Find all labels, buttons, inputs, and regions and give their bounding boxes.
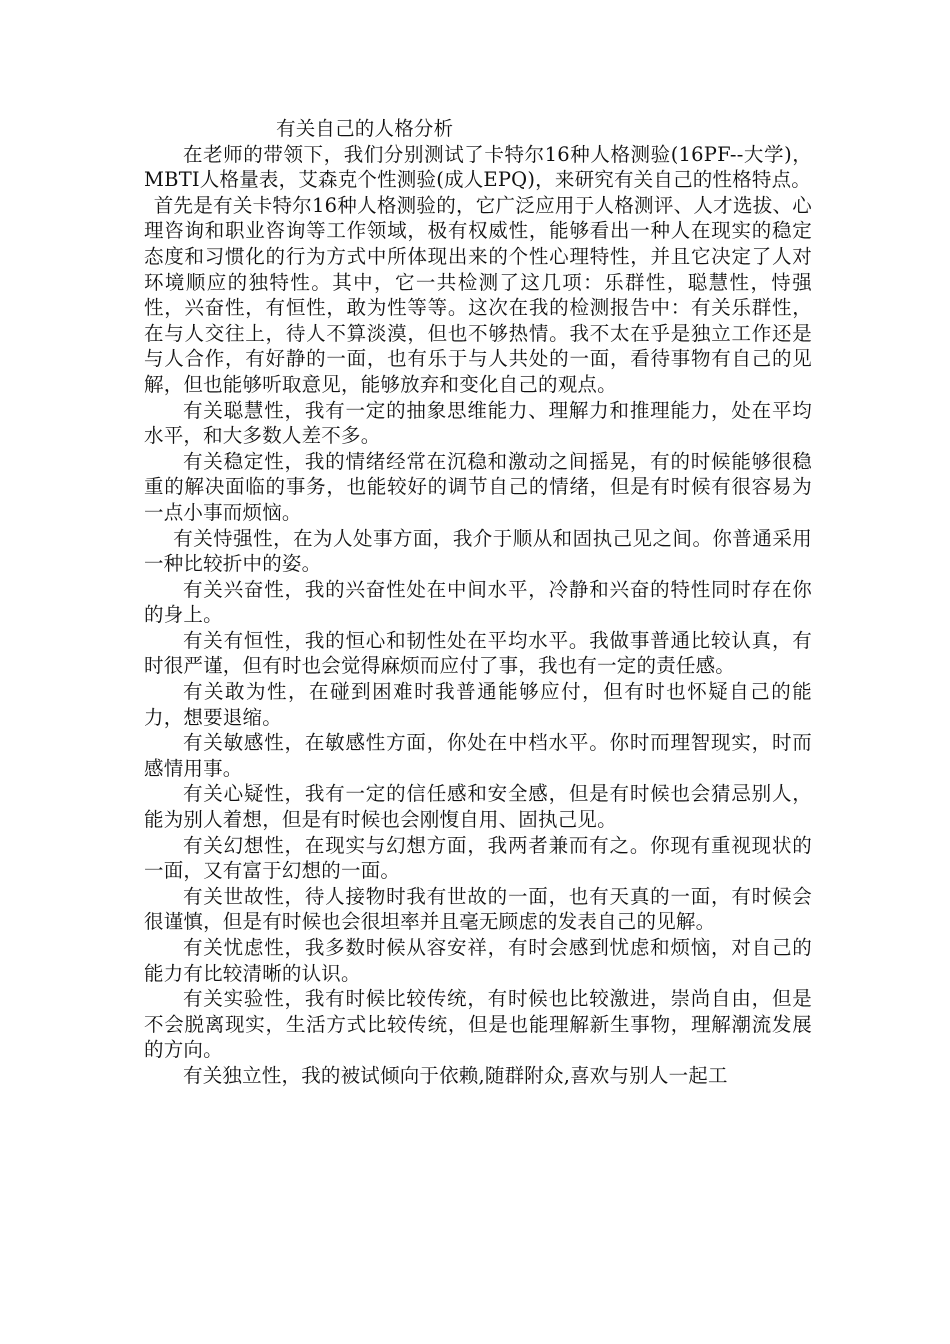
paragraph-sensitivity: 有关敏感性，在敏感性方面，你处在中档水平。你时而理智现实，时而感情用事。 [144, 731, 812, 780]
document-body [144, 116, 812, 1089]
paragraph-rule-consciousness: 有关有恒性，我的恒心和韧性处在平均水平。我做事普通比较认真，有时很严谨，但有时也会觉得麻烦而应付了事，我也有一定的责任感。 [144, 628, 812, 678]
paragraph-intro: 在老师的带领下，我们分别测试了卡特尔16种人格测验(16PF--大学)，MBTI人格量表，艾森克个性测验(成人EPQ)，来研究有关自己的性格特点。 [144, 142, 812, 192]
paragraph-liveliness: 有关兴奋性，我的兴奋性处在中间水平，冷静和兴奋的特性同时存在你的身上。 [144, 577, 812, 627]
paragraph-self-reliance: 有关独立性，我的被试倾向于依赖,随群附众,喜欢与别人一起工 [183, 1063, 728, 1087]
paragraph-social-boldness: 有关敢为性，在碰到困难时我普通能够应付，但有时也怀疑自己的能力，想要退缩。 [144, 680, 812, 729]
paragraph-openness-to-change: 有关实验性，我有时候比较传统，有时候也比较激进，崇尚自由，但是不会脱离现实，生活方式比较传统，但是也能理解新生事物，理解潮流发展的方向。 [144, 987, 812, 1062]
paragraph-abstractedness: 有关幻想性，在现实与幻想方面，我两者兼而有之。你现有重视现状的一面，又有富于幻想的一面。 [144, 833, 812, 883]
paragraph-16pf-overview: 首先是有关卡特尔16种人格测验的，它广泛应用于人格测评、人才选拔、心理咨询和职业咨询等工作领域，极有权威性，能够看出一种人在现实的稳定态度和习惯化的行为方式中所体现出来的个性心理特性，并且它决定了人对环境顺应的独特性。其中，它一共检测了这几项：乐群性，聪慧性，恃强性，兴奋性，有恒性，敢为性等等。这次在我的检测报告中：有关乐群性，在与人交往上，待人不算淡漠，但也不够热情。我不太在乎是独立工作还是与人合作，有好静的一面，也有乐于与人共处的一面，看待事物有自己的见解，但也能够听取意见，能够放弃和变化自己的观点。 [144, 193, 812, 396]
paragraph-privateness: 有关世故性，待人接物时我有世故的一面，也有天真的一面，有时候会很谨慎，但是有时候也会很坦率并且毫无顾虑的发表自己的见解。 [144, 884, 812, 934]
paragraph-intelligence: 有关聪慧性，我有一定的抽象思维能力、理解力和推理能力，处在平均水平，和大多数人差不多。 [144, 398, 812, 448]
paragraph-dominance: 有关恃强性，在为人处事方面，我介于顺从和固执己见之间。你普通采用一种比较折中的姿。 [144, 526, 812, 576]
document-title: 有关自己的人格分析 [276, 117, 454, 140]
paragraph-stability: 有关稳定性，我的情绪经常在沉稳和激动之间摇晃，有的时候能够很稳重的解决面临的事务，也能较好的调节自己的情绪，但是有时候有很容易为一点小事而烦恼。 [144, 449, 812, 524]
paragraph-vigilance: 有关心疑性，我有一定的信任感和安全感，但是有时候也会猜忌别人，能为别人着想，但是有时候也会刚愎自用、固执己见。 [144, 782, 812, 832]
paragraph-apprehension: 有关忧虑性，我多数时候从容安祥，有时会感到忧虑和烦恼，对自己的能力有比较清晰的认识。 [144, 936, 812, 985]
